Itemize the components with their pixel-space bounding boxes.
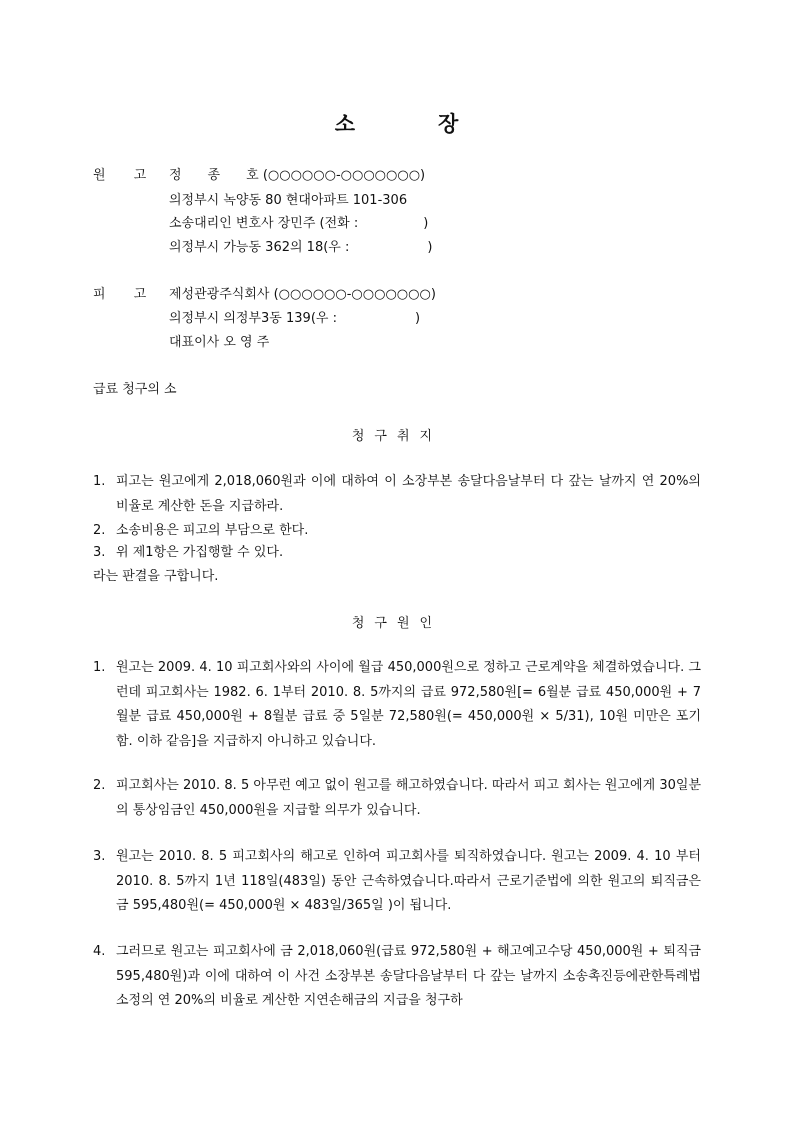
defendant-representative: 대표이사 오 영 주	[169, 335, 270, 350]
defendant-address: 의정부시 의정부3동 139(우 : )	[169, 311, 421, 326]
item-text: 원고는 2010. 8. 5 피고회사의 해고로 인하여 피고회사를 퇴직하였습니다. 원고는 2009. 4. 10 부터 2010. 8. 5까지 1년 118일(483일) 동안 근속하였습니다.따라서 근로기준법에 의한 원고의 퇴직금은 금 595,480원(= 450,000원 × 483일/365일 )이 됩니다.	[116, 849, 701, 913]
plaintiff-name-text: 정 종 호	[169, 168, 259, 183]
item-number: 3.	[93, 545, 106, 560]
plaintiff-label: 원 고	[93, 168, 159, 183]
defendant-name: 제성관광주식회사 (○○○○○○-○○○○○○○)	[169, 287, 436, 302]
title-char-2: 장	[438, 112, 460, 136]
claim-purpose-item-2	[93, 519, 701, 544]
plaintiff-address: 의정부시 녹양동 80 현대아파트 101-306	[169, 193, 408, 208]
plaintiff-agent: 소송대리인 변호사 장민주 (전화 : )	[169, 216, 429, 231]
claim-cause-item-3	[93, 845, 701, 919]
claim-cause-item-1	[93, 656, 701, 754]
item-number: 1.	[93, 474, 106, 489]
claim-cause-heading: 청구원인	[351, 616, 443, 631]
item-number: 1.	[93, 660, 106, 675]
claim-purpose-closing: 라는 판결을 구합니다.	[93, 569, 219, 584]
claim-purpose-item-3	[93, 541, 701, 566]
claim-cause-item-2	[93, 774, 701, 823]
item-text: 위 제1항은 가집행할 수 있다.	[116, 545, 284, 560]
item-text: 피고회사는 2010. 8. 5 아무런 예고 없이 원고를 해고하였습니다. 따라서 피고 회사는 원고에게 30일분의 통상임금인 450,000원을 지급할 의무가 있습니다.	[116, 778, 701, 818]
claim-cause-item-4	[93, 940, 701, 1014]
defendant-label: 피 고	[93, 287, 159, 302]
item-number: 3.	[93, 849, 106, 864]
item-text: 원고는 2009. 4. 10 피고회사와의 사이에 월급 450,000원으로 정하고 근로계약을 체결하였습니다. 그런데 피고회사는 1982. 6. 1부터 2010. 8. 5까지의 급료 972,580원[= 6월분 급료 450,000원 + 7월분 급료 450,000원 + 8월분 급료 중 5일분 72,580원(= 450,000원 × 5/31), 10원 미만은 포기함. 이하 같음]을 지급하지 아니하고 있습니다.	[116, 660, 701, 749]
case-name: 급료 청구의 소	[93, 382, 177, 397]
item-text: 소송비용은 피고의 부담으로 한다.	[116, 523, 309, 538]
plaintiff-id: (○○○○○○-○○○○○○○)	[262, 168, 426, 183]
item-number: 4.	[93, 944, 106, 959]
plaintiff-agent-address: 의정부시 가능동 362의 18(우 : )	[169, 240, 433, 255]
item-number: 2.	[93, 778, 106, 793]
item-text: 그러므로 원고는 피고회사에 금 2,018,060원(급료 972,580원 + 해고예고수당 450,000원 + 퇴직금 595,480원)과 이에 대하여 이 사건 소장부본 송달다음날부터 다 갚는 날까지 소송촉진등에관한특례법 소정의 연 20%의 비율로 계산한 지연손해금의 지급을 청구하	[116, 944, 701, 1008]
plaintiff-name	[169, 164, 425, 187]
document-title	[0, 108, 794, 138]
claim-purpose-item-1	[93, 470, 701, 519]
item-number: 2.	[93, 523, 106, 538]
item-text: 피고는 원고에게 2,018,060원과 이에 대하여 이 소장부본 송달다음날부터 다 갚는 날까지 연 20%의 비율로 계산한 돈을 지급하라.	[116, 474, 701, 514]
title-char-1: 소	[334, 112, 356, 136]
claim-purpose-heading: 청구취지	[351, 429, 443, 444]
